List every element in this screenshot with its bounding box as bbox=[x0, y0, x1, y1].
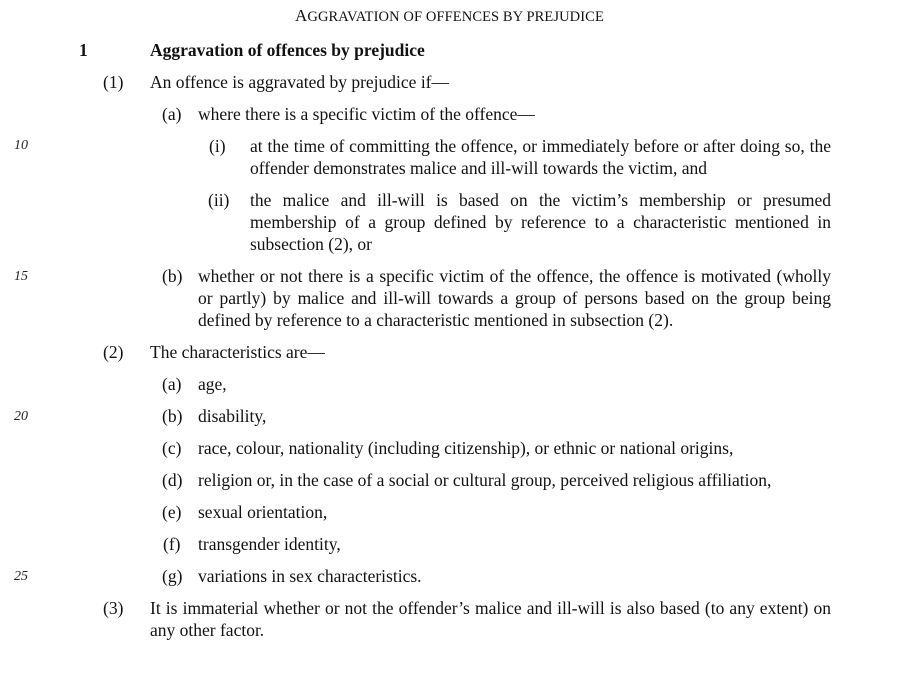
characteristic-g-label: (g) bbox=[162, 566, 183, 586]
paragraph-1b-label: (b) bbox=[162, 266, 183, 286]
running-head-rest: GGRAVATION OF OFFENCES BY PREJUDICE bbox=[307, 9, 604, 25]
characteristic-e-label: (e) bbox=[162, 502, 182, 522]
line-number-25: 25 bbox=[14, 569, 28, 584]
running-head bbox=[295, 6, 604, 26]
characteristic-c-text: race, colour, nationality (including citizenship), or ethnic or national origins, bbox=[198, 438, 734, 458]
paragraph-1a-text: where there is a specific victim of the offence— bbox=[198, 104, 535, 124]
subsection-3-label: (3) bbox=[103, 598, 124, 618]
running-head-initial: A bbox=[295, 6, 308, 25]
subsection-1-text: An offence is aggravated by prejudice if— bbox=[150, 72, 450, 92]
characteristic-g-text: variations in sex characteristics. bbox=[198, 566, 422, 586]
characteristic-e-text: sexual orientation, bbox=[198, 502, 328, 522]
subparagraph-ii-text: the malice and ill-will is based on the victim’s membership or presumed membership of a group defined by reference to a characteristic mentioned in subsection (2), or bbox=[250, 190, 831, 254]
characteristic-f-label: (f) bbox=[163, 534, 181, 554]
subsection-1-label: (1) bbox=[103, 72, 124, 92]
section-title: Aggravation of offences by prejudice bbox=[150, 40, 425, 60]
characteristic-a-label: (a) bbox=[162, 374, 182, 394]
subsection-2-label: (2) bbox=[103, 342, 124, 362]
subparagraph-i-text: at the time of committing the offence, or immediately before or after doing so, the offender demonstrates malice and ill-will towards the victim, and bbox=[250, 136, 831, 178]
line-number-10: 10 bbox=[14, 138, 28, 153]
characteristic-f-text: transgender identity, bbox=[198, 534, 341, 554]
characteristic-d-text: religion or, in the case of a social or cultural group, perceived religious affiliation, bbox=[198, 470, 772, 490]
line-number-15: 15 bbox=[14, 269, 28, 284]
characteristic-b-label: (b) bbox=[162, 406, 183, 426]
characteristic-a-text: age, bbox=[198, 374, 227, 394]
characteristic-d-label: (d) bbox=[162, 470, 183, 490]
subsection-2-text: The characteristics are— bbox=[150, 342, 325, 362]
subparagraph-ii-label: (ii) bbox=[208, 190, 230, 210]
line-number-20: 20 bbox=[14, 409, 28, 424]
paragraph-1b-text: whether or not there is a specific victim of the offence, the offence is motivated (wholly or partly) by malice and ill-will towards a group of persons based on the group being defined by reference to a characteristic mentioned in subsection (2). bbox=[198, 266, 831, 330]
characteristic-c-label: (c) bbox=[162, 438, 182, 458]
subparagraph-i-label: (i) bbox=[209, 136, 226, 156]
characteristic-b-text: disability, bbox=[198, 406, 267, 426]
paragraph-1a-label: (a) bbox=[162, 104, 182, 124]
section-number: 1 bbox=[79, 40, 88, 60]
subsection-3-text: It is immaterial whether or not the offender’s malice and ill-will is also based (to any extent) on any other factor. bbox=[150, 598, 831, 640]
